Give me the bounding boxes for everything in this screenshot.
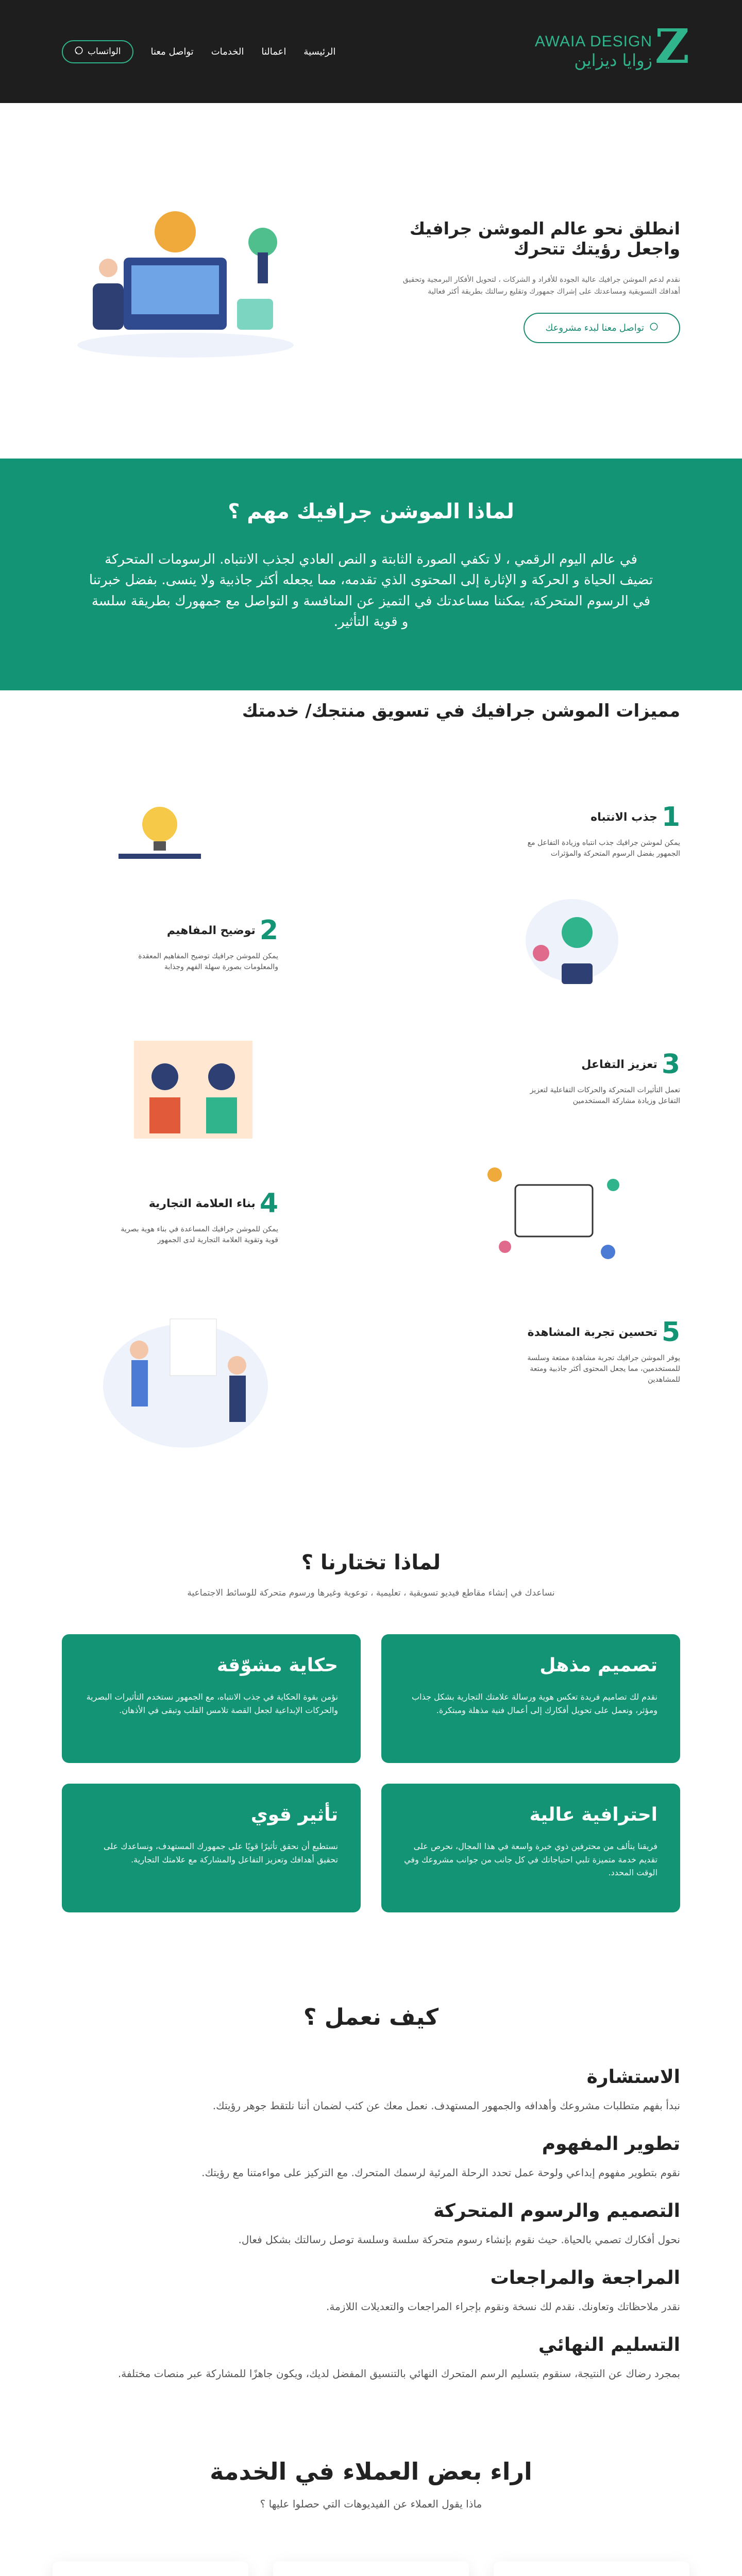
testimonials-title: اراء بعض العملاء في الخدمة (210, 2458, 532, 2485)
feature-text: يمكن لموشن جرافيك جذب انتباه وزيادة التفاعل مع الجمهور بفضل الرسوم المتحركة والمؤثرات (527, 839, 680, 858)
testimonial-card (273, 2562, 469, 2576)
feature-title: توضيح المفاهيم (166, 924, 256, 937)
testimonials-subtitle: ماذا يقول العملاء عن الفيديوهات التي حصلوا عليها ؟ (260, 2498, 482, 2510)
feature-text: تعمل التأثيرات المتحركة والحركات التفاعلية لتعزيز التفاعل وزيادة مشاركة المستخدمين (530, 1086, 680, 1105)
logo-name-ar: زوايا ديزاين (574, 50, 652, 70)
card-title: تأثير قوي (250, 1804, 338, 1825)
card-title: احترافية عالية (529, 1804, 657, 1825)
step-text: نقدر ملاحظاتك وتعاونك. نقدم لك نسخة ونقوم بإجراء المراجعات والتعديلات اللازمة. (326, 2300, 680, 2313)
viewing-illustration (93, 1288, 278, 1460)
concept-illustration (500, 891, 629, 1002)
logo-name-en: AWAIA DESIGN (534, 33, 652, 50)
hero-section (0, 103, 742, 459)
hero-title: انطلق نحو عالم الموشن جرافيك واجعل رؤيتك تتحرك (409, 218, 680, 259)
choose-card (381, 1634, 680, 1763)
feature-title: جذب الانتباه (591, 810, 657, 824)
choose-us-section (0, 1551, 742, 2004)
feature-title: تحسين تجربة المشاهدة (527, 1326, 657, 1339)
whatsapp-icon (74, 46, 83, 58)
nav-works[interactable]: اعمالنا (261, 46, 286, 57)
card-title: تصميم مذهل (539, 1655, 657, 1676)
feature-item (510, 804, 680, 859)
how-section (0, 2004, 742, 2458)
step-title: التسليم النهائي (538, 2334, 680, 2355)
step-title: المراجعة والمراجعات (490, 2267, 680, 2289)
bulb-illustration (103, 796, 216, 870)
nav-services[interactable]: الخدمات (211, 46, 244, 57)
features-section (0, 690, 742, 1551)
choose-subtitle: نساعدك في إنشاء مقاطع فيديو تسويقية ، تعليمية ، توعوية وغيرها ورسوم متحركة للوسائط الاجتماعية (187, 1588, 555, 1598)
feature-title: تعزيز التفاعل (581, 1058, 657, 1071)
testimonial-card (53, 2562, 248, 2576)
step-text: نبدأ بفهم متطلبات مشروعك وأهدافه والجمهور المستهدف. نعمل معك عن كثب لضمان أننا نلتقط جوهر رؤيتك. (212, 2099, 680, 2112)
feature-item (510, 1319, 680, 1385)
why-text: في عالم اليوم الرقمي ، لا تكفي الصورة الثابتة و النص العادي لجذب الانتباه. الرسومات المتحركة تضيف الحياة و الحركة و الإثارة إلى المحتوى الذي تقدمه، مما يجعله أكثر جاذبية ولا ينسى. بفضل خبرتنا في الرسوم المتحركة، يمكننا مساعدتك في التميز عن المنافسة و التواصل مع جمهورك بطريقة سلسة و قوية التأثير. (89, 552, 653, 630)
choose-card (381, 1784, 680, 1912)
process-step (62, 2200, 680, 2248)
logo-mark: Z (654, 19, 689, 74)
feature-item (108, 1190, 278, 1246)
choose-title: لماذا تختارنا ؟ (301, 1551, 441, 1574)
choose-card (62, 1784, 361, 1912)
step-text: نحول أفكارك تصمي بالحياة. حيث نقوم بإنشاء رسوم متحركة سلسة وسلسة توصل رسالتك بشكل فعال. (238, 2233, 680, 2246)
choose-cards (0, 1634, 742, 1912)
why-title: لماذا الموشن جرافيك مهم ؟ (228, 500, 514, 523)
feature-number: 3 (661, 1049, 680, 1080)
testimonial-card (494, 2562, 689, 2576)
whatsapp-label: الواتساب (88, 46, 121, 56)
feature-title: بناء العلامة التجارية (148, 1197, 256, 1210)
feature-text: يوفر الموشن جرافيك تجربة مشاهدة ممتعة وسلسة للمستخدمين، مما يجعل المحتوى أكثر جاذبية ومتعة للمشاهدين (527, 1354, 680, 1384)
testimonials-section (0, 2458, 742, 2576)
feature-number: 4 (259, 1188, 278, 1219)
feature-item (510, 1051, 680, 1107)
why-section (0, 459, 742, 690)
step-title: الاستشارة (586, 2066, 680, 2088)
feature-number: 2 (259, 915, 278, 946)
process-step (62, 2267, 680, 2315)
site-header (0, 0, 742, 103)
whatsapp-button[interactable] (62, 40, 133, 63)
interaction-illustration (103, 1030, 278, 1151)
hero-cta-button[interactable] (524, 313, 680, 343)
how-title: كيف نعمل ؟ (303, 2004, 439, 2030)
card-text: فريقنا يتألف من محترفين ذوي خبرة واسعة في هذا المجال، نحرص على تقديم خدمة متميزة تلبي احتياجاتك في كل جانب من جوانب مشروعك وفي الوقت المحدد. (404, 1841, 657, 1878)
nav-home[interactable]: الرئيسية (303, 46, 336, 57)
step-title: تطوير المفهوم (542, 2133, 680, 2155)
process-step (62, 2133, 680, 2181)
nav-contact[interactable]: تواصل معنا (150, 46, 194, 57)
process-step (62, 2066, 680, 2114)
card-title: حكاية مشوّقة (216, 1655, 338, 1676)
step-text: نقوم بتطوير مفهوم إبداعي ولوحة عمل تحدد الرحلة المرئية لرسمك المتحرك. مع التركيز على مواءمتنا مع رؤيتك. (201, 2166, 680, 2179)
testimonial-list (0, 2562, 742, 2576)
feature-number: 1 (661, 802, 680, 833)
choose-card (62, 1634, 361, 1763)
whatsapp-icon (649, 322, 659, 334)
brand-logo[interactable] (534, 19, 689, 74)
features-title: مميزات الموشن جرافيك في تسويق منتجك/ خدمتك (242, 701, 680, 721)
card-text: نقدم لك تصاميم فريدة تعكس هوية ورسالة علامتك التجارية بشكل جذاب ومؤثر، ونعمل على تحويل أفكارك إلى أعمال فنية مذهلة ومبتكرة. (412, 1692, 657, 1715)
card-text: نؤمن بقوة الحكاية في جذب الانتباه، مع الجمهور نستخدم التأثيرات البصرية والحركات الإبداعية لجعل القصة تلامس القلب وتبقى في الأذهان. (86, 1692, 338, 1715)
hero-cta-label: تواصل معنا لبدء مشروعك (545, 322, 644, 333)
feature-number: 5 (661, 1317, 680, 1348)
brand-illustration (474, 1154, 629, 1269)
main-nav (62, 40, 335, 63)
step-title: التصميم والرسوم المتحركة (433, 2200, 680, 2222)
hero-illustration (62, 196, 304, 366)
hero-text (386, 218, 680, 343)
hero-description: نقدم لدعم الموشن جرافيك عالية الجودة للأفراد و الشركات ، لتحويل الأفكار البرمجية وتحقيق أهدافك التسويقية ومساعدتك على إشراك جمهورك وتقليع رسالتك بطريقة أكثر فعالية (402, 276, 680, 296)
feature-text: يمكن للموشن جرافيك المساعدة في بناء هوية بصرية قوية وتقوية العلامة التجارية لدى الجمهور (121, 1225, 278, 1244)
feature-text: يمكن للموشن جرافيك توضيح المفاهيم المعقدة والمعلومات بصورة سهلة الفهم وجذابة (138, 952, 278, 971)
process-step (62, 2334, 680, 2382)
step-text: بمجرد رضاك عن النتيجة، سنقوم بتسليم الرسم المتحرك النهائي بالتنسيق المفضل لديك، ويكون جاهزًا للمشاركة عبر منصات مختلفة. (117, 2367, 680, 2380)
card-text: نستطيع أن نحقق تأثيرًا قويًا على جمهورك المستهدف، ونساعدك على تحقيق أهدافك وتعزيز التفاعل والمشاركة مع علامتك التجارية. (103, 1841, 338, 1865)
feature-item (108, 917, 278, 973)
